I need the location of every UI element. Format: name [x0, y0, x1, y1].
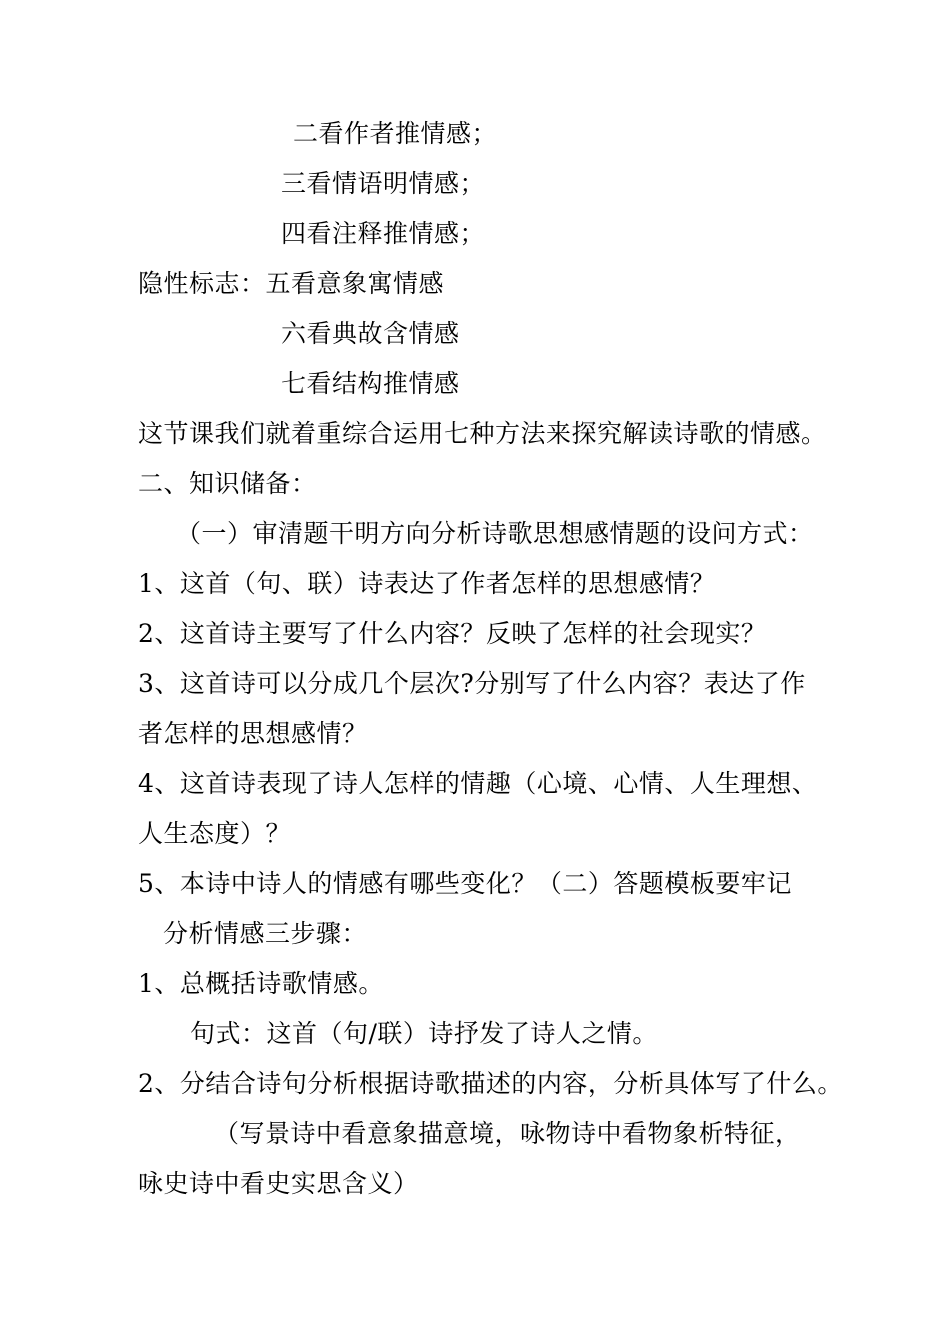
question-5: 5、本诗中诗人的情感有哪些变化？（二）答题模板要牢记: [138, 869, 792, 898]
question-4: 4、这首诗表现了诗人怎样的情趣（心境、心情、人生理想、: [138, 769, 818, 798]
step-2: 2、分结合诗句分析根据诗歌描述的内容，分析具体写了什么。: [138, 1069, 843, 1098]
step-2-note: （写景诗中看意象描意境，咏物诗中看物象析特征，: [214, 1119, 801, 1148]
step-1-sentence-pattern: 句式：这首（句/联）诗抒发了诗人之情。: [190, 1019, 658, 1048]
method-6-line: 六看典故含情感: [281, 319, 460, 348]
step-2-note-continued: 咏史诗中看史实思含义）: [138, 1169, 419, 1198]
question-1: 1、这首（句、联）诗表达了作者怎样的思想感情？: [138, 569, 716, 598]
method-2-line: 二看作者推情感；: [293, 119, 498, 148]
method-4-line: 四看注释推情感；: [281, 219, 486, 248]
step-1: 1、总概括诗歌情感。: [138, 969, 384, 998]
section-heading-knowledge: 二、知识储备：: [138, 469, 317, 498]
implicit-marker-line: 隐性标志：五看意象寓情感: [138, 269, 445, 298]
question-3: 3、这首诗可以分成几个层次?分别写了什么内容？表达了作: [138, 669, 806, 698]
question-3-continued: 者怎样的思想感情？: [138, 719, 368, 748]
three-steps-heading: 分析情感三步骤：: [163, 919, 368, 948]
method-7-line: 七看结构推情感: [281, 369, 460, 398]
method-3-line: 三看情语明情感；: [281, 169, 486, 198]
question-4-continued: 人生态度）？: [138, 819, 292, 848]
lesson-intro-paragraph: 这节课我们就着重综合运用七种方法来探究解读诗歌的情感。: [138, 419, 827, 448]
subsection-heading-questions: （一）审清题干明方向分析诗歌思想感情题的设问方式：: [176, 519, 814, 548]
question-2: 2、这首诗主要写了什么内容？反映了怎样的社会现实？: [138, 619, 767, 648]
